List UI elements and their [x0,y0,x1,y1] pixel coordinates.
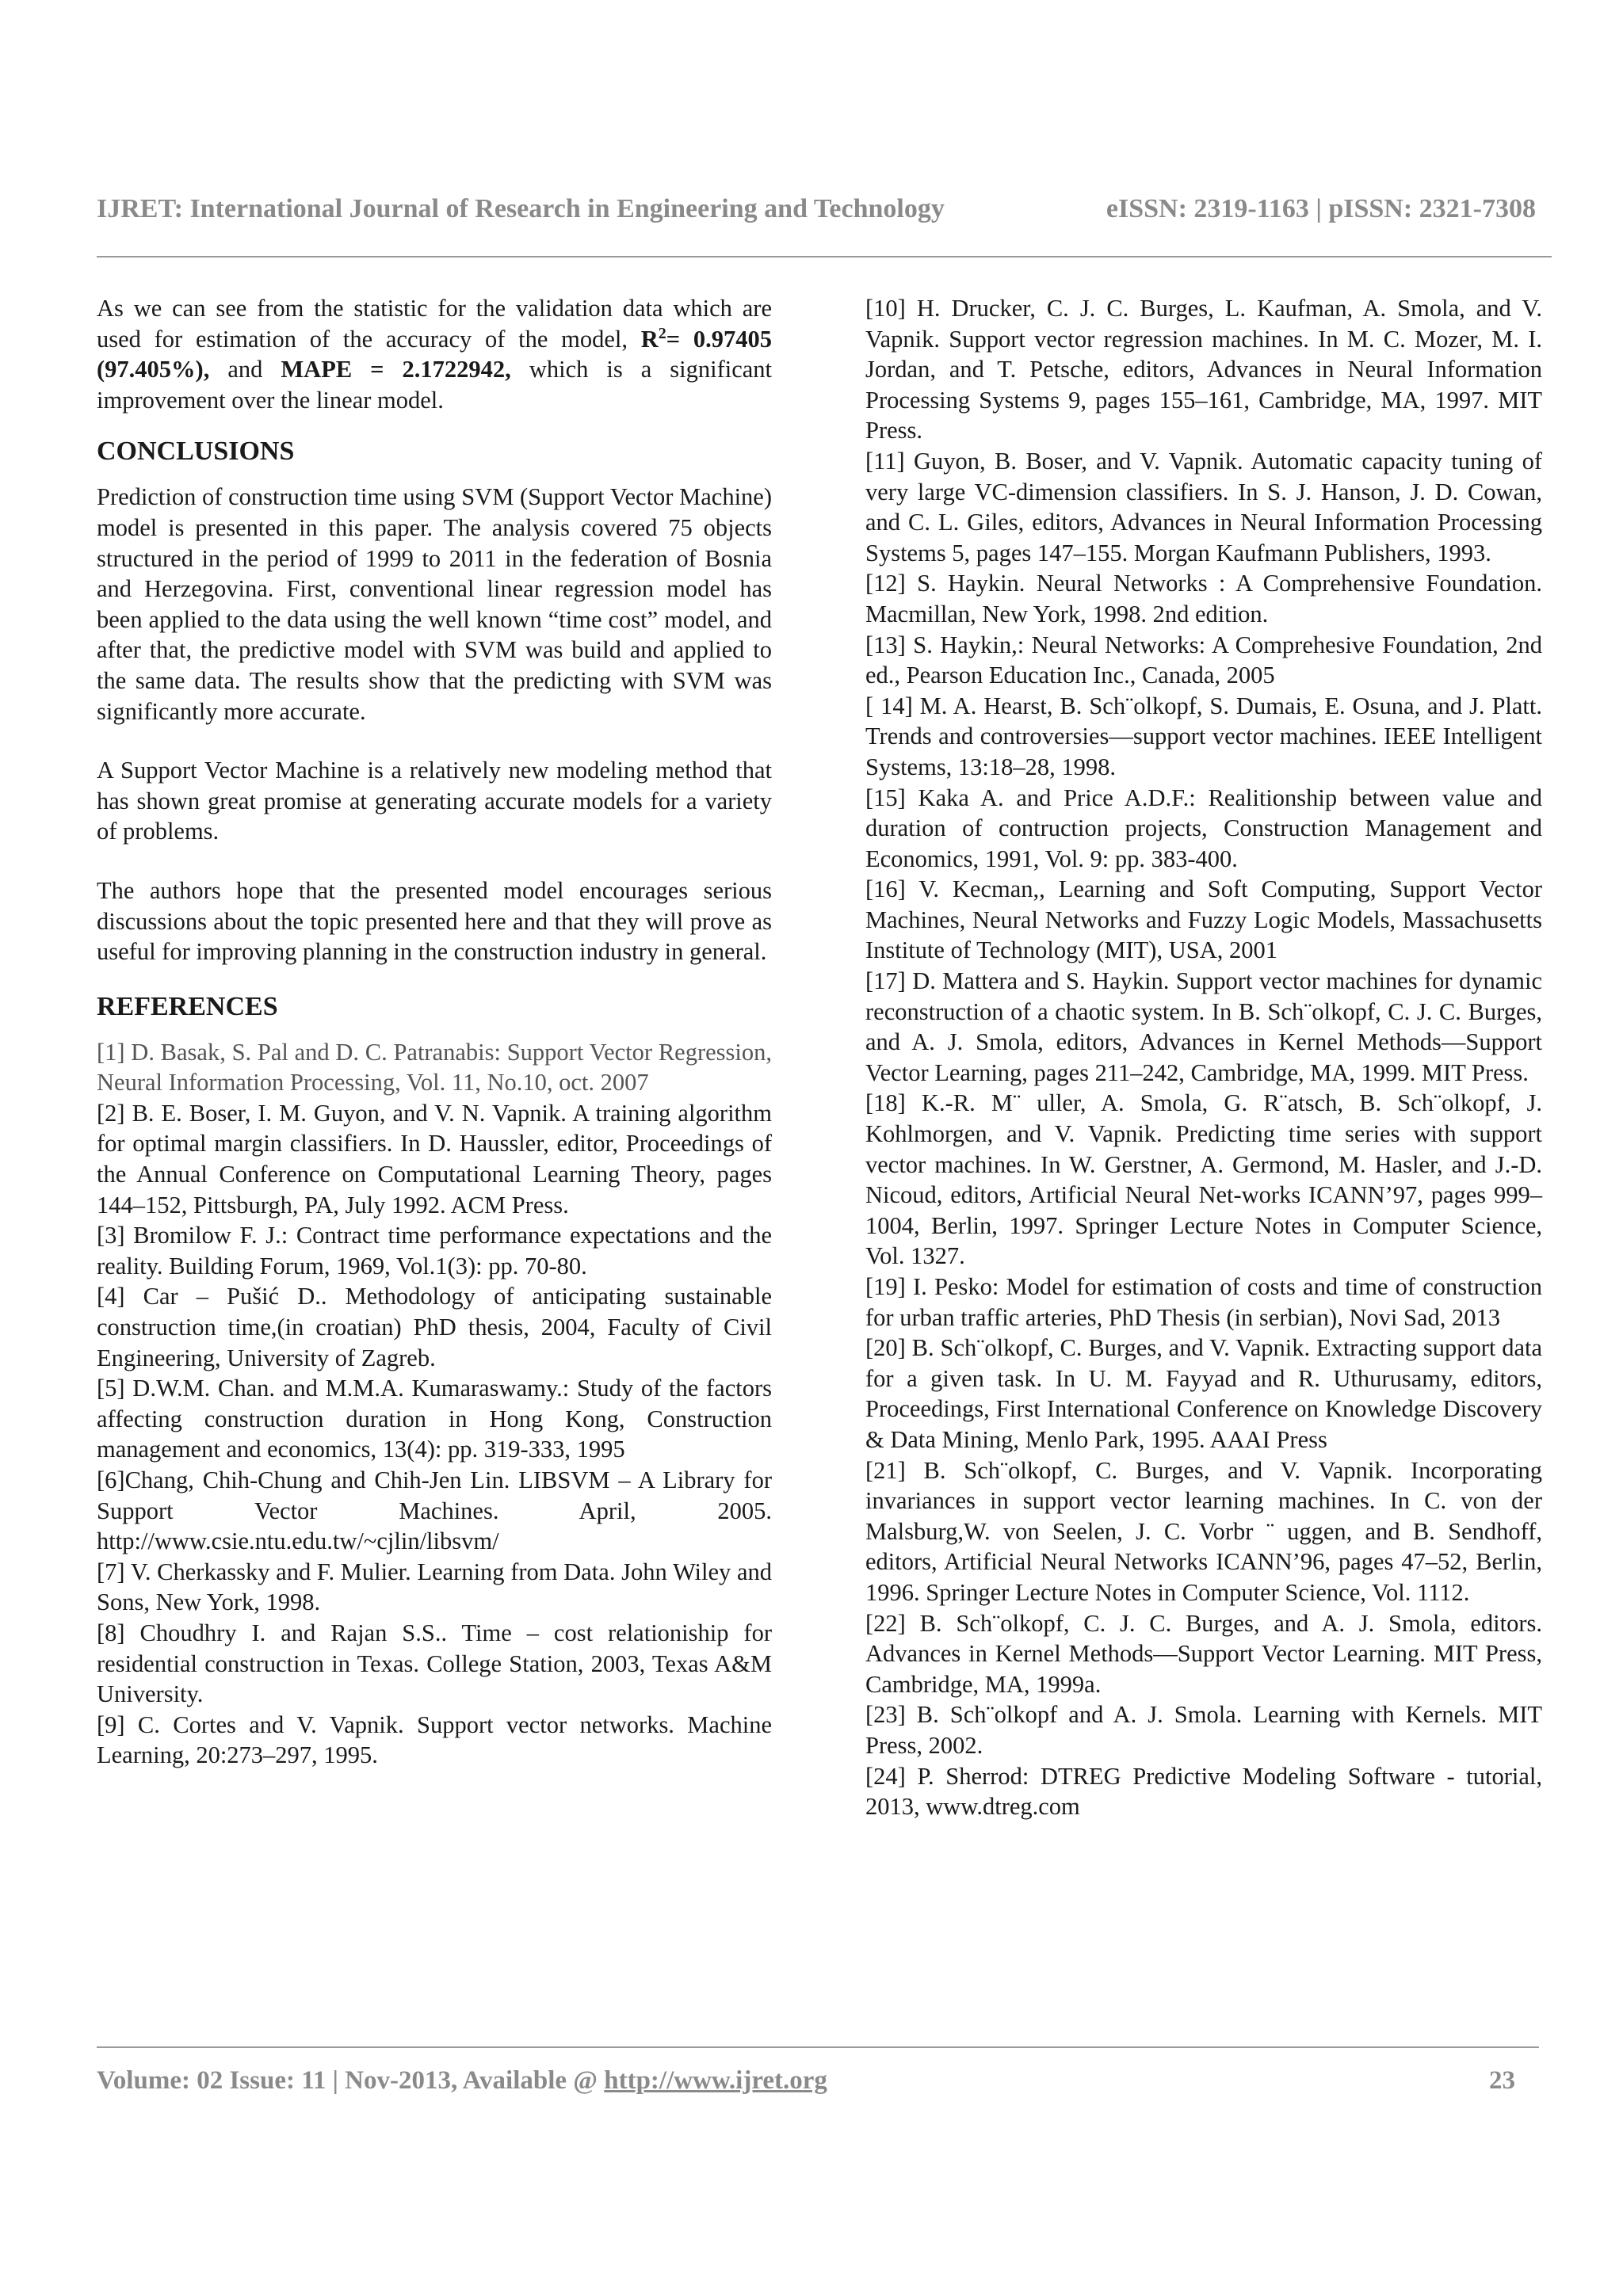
right-column [865,293,1542,1822]
reference-23: [23] B. Sch¨olkopf and A. J. Smola. Learning with Kernels. MIT Press, 2002. [865,1701,1542,1759]
intro-paragraph [97,293,772,415]
reference-1: [1] D. Basak, S. Pal and D. C. Patranabis: Support Vector Regression, Neural Information Processing, Vol. 11, No.10, oct. 2007 [97,1038,772,1097]
reference-14: [ 14] M. A. Hearst, B. Sch¨olkopf, S. Dumais, E. Osuna, and J. Platt. Trends and controversies—support vector machines. IEEE Intelligent Systems, 13:18–28, 1998. [865,692,1542,780]
conclusions-paragraph-2: A Support Vector Machine is a relatively new modeling method that has shown great promise at generating accurate models for a variety of problems. [97,757,772,845]
reference-24: [24] P. Sherrod: DTREG Predictive Modeling Software - tutorial, 2013, www.dtreg.com [865,1762,1542,1821]
left-column [97,293,772,1771]
volume-text: Volume: 02 Issue: 11 | Nov-2013, Available @ [97,2066,605,2095]
and-text: and [209,356,281,383]
mape-value: MAPE = 2.1722942, [281,356,511,383]
header-divider [97,256,1552,257]
reference-13: [13] S. Haykin,: Neural Networks: A Comprehesive Foundation, 2nd ed., Pearson Education Inc., Canada, 2005 [865,631,1542,689]
reference-21: [21] B. Sch¨olkopf, C. Burges, and V. Vapnik. Incorporating invariances in support vector learning machines. In C. von der Malsburg,W. von Seelen, J. C. Vorbr ¨ uggen, and B. Sendhoff, editors, Artificial Neural Networks ICANN’96, pages 47–52, Berlin, 1996. Springer Lecture Notes in Computer Science, Vol. 1112. [865,1456,1542,1606]
intro-text: As we can see from the statistic for the validation data which are used for estimation of the accuracy of the model, [97,295,772,353]
reference-12: [12] S. Haykin. Neural Networks : A Comprehensive Foundation. Macmillan, New York, 1998. 2nd edition. [865,570,1542,627]
r2-value: = 0.97405 (97.405%), [97,325,772,383]
reference-2: [2] B. E. Boser, I. M. Guyon, and V. N. Vapnik. A training algorithm for optimal margin classifiers. In D. Haussler, editor, Proceedings of the Annual Conference on Computational Learning Theory, pages 144–152, Pittsburgh, PA, July 1992. ACM Press. [97,1099,772,1219]
conclusions-paragraph-3: The authors hope that the presented model encourages serious discussions about the topic presented here and that they will prove as useful for improving planning in the construction industry in general. [97,876,772,966]
reference-18: [18] K.-R. M¨ uller, A. Smola, G. R¨atsch, B. Sch¨olkopf, J. Kohlmorgen, and V. Vapnik. Predicting time series with support vector machines. In W. Gerstner, A. Germond, M. Hasler, and J.-D. Nicoud, editors, Artificial Neural Net-works ICANN’97, pages 999–1004, Berlin, 1997. Springer Lecture Notes in Computer Science, Vol. 1327. [865,1089,1542,1270]
reference-7: [7] V. Cherkassky and F. Mulier. Learning from Data. John Wiley and Sons, New York, 1998. [97,1558,772,1616]
reference-6: [6]Chang, Chih-Chung and Chih-Jen Lin. LIBSVM – A Library for Support Vector Machines. April, 2005. http://www.csie.ntu.edu.tw/~cjlin/libsvm/ [97,1466,772,1555]
running-footer [97,2066,1515,2096]
journal-link[interactable]: http://www.ijret.org [604,2066,827,2095]
footer-volume [97,2066,827,2096]
journal-title: IJRET: International Journal of Research in Engineering and Technology [97,194,945,223]
issn-info: eISSN: 2319-1163 | pISSN: 2321-7308 [1106,194,1536,223]
running-header [97,194,1536,224]
reference-16: [16] V. Kecman,, Learning and Soft Computing, Support Vector Machines, Neural Networks and Fuzzy Logic Models, Massachusetts Institute of Technology (MIT), USA, 2001 [865,875,1542,964]
reference-22: [22] B. Sch¨olkopf, C. J. C. Burges, and A. J. Smola, editors. Advances in Kernel Methods—Support Vector Learning. MIT Press, Cambridge, MA, 1999a. [865,1609,1542,1698]
intro-text-end: which is a significant improvement over the linear model. [97,356,772,414]
reference-4: [4] Car – Pušić D.. Methodology of anticipating sustainable construction time,(in croatian) PhD thesis, 2004, Faculty of Civil Engineering, University of Zagreb. [97,1283,772,1371]
page-number: 23 [1489,2066,1515,2095]
reference-11: [11] Guyon, B. Boser, and V. Vapnik. Automatic capacity tuning of very large VC-dimension classifiers. In S. J. Hanson, J. D. Cowan, and C. L. Giles, editors, Advances in Neural Information Processing Systems 5, pages 147–155. Morgan Kaufmann Publishers, 1993. [865,447,1542,566]
r2-superscript: 2 [658,324,666,342]
footer-divider [97,2046,1539,2048]
references-heading: REFERENCES [97,991,278,1021]
reference-9: [9] C. Cortes and V. Vapnik. Support vector networks. Machine Learning, 20:273–297, 1995. [97,1711,772,1769]
reference-15: [15] Kaka A. and Price A.D.F.: Realitionship between value and duration of contruction projects, Construction Management and Economics, 1991, Vol. 9: pp. 383-400. [865,784,1542,872]
reference-10: [10] H. Drucker, C. J. C. Burges, L. Kaufman, A. Smola, and V. Vapnik. Support vector regression machines. In M. C. Mozer, M. I. Jordan, and T. Petsche, editors, Advances in Neural Information Processing Systems 9, pages 155–161, Cambridge, MA, 1997. MIT Press. [865,295,1542,444]
reference-5: [5] D.W.M. Chan. and M.M.A. Kumaraswamy.: Study of the factors affecting construction duration in Hong Kong, Construction management and economics, 13(4): pp. 319-333, 1995 [97,1375,772,1463]
reference-3: [3] Bromilow F. J.: Contract time performance expectations and the reality. Building Forum, 1969, Vol.1(3): pp. 70-80. [97,1222,772,1280]
r2-label: R [640,325,659,353]
reference-17: [17] D. Mattera and S. Haykin. Support vector machines for dynamic reconstruction of a chaotic system. In B. Sch¨olkopf, C. J. C. Burges, and A. J. Smola, editors, Advances in Kernel Methods—Support Vector Learning, pages 211–242, Cambridge, MA, 1999. MIT Press. [865,967,1542,1086]
conclusions-paragraph-1: Prediction of construction time using SVM (Support Vector Machine) model is presented in this paper. The analysis covered 75 objects structured in the period of 1999 to 2011 in the federation of Bosnia and Herzegovina. First, conventional linear regression model has been applied to the data using the well known “time cost” model, and after that, the predictive model with SVM was build and applied to the same data. The results show that the predicting with SVM was significantly more accurate. [97,483,772,725]
reference-19: [19] I. Pesko: Model for estimation of costs and time of construction for urban traffic arteries, PhD Thesis (in serbian), Novi Sad, 2013 [865,1273,1542,1331]
reference-8: [8] Choudhry I. and Rajan S.S.. Time – cost relationiship for residential construction in Texas. College Station, 2003, Texas A&M University. [97,1619,772,1708]
reference-20: [20] B. Sch¨olkopf, C. Burges, and V. Vapnik. Extracting support data for a given task. In U. M. Fayyad and R. Uthurusamy, editors, Proceedings, First International Conference on Knowledge Discovery & Data Mining, Menlo Park, 1995. AAAI Press [865,1334,1542,1453]
conclusions-heading: CONCLUSIONS [97,437,295,467]
